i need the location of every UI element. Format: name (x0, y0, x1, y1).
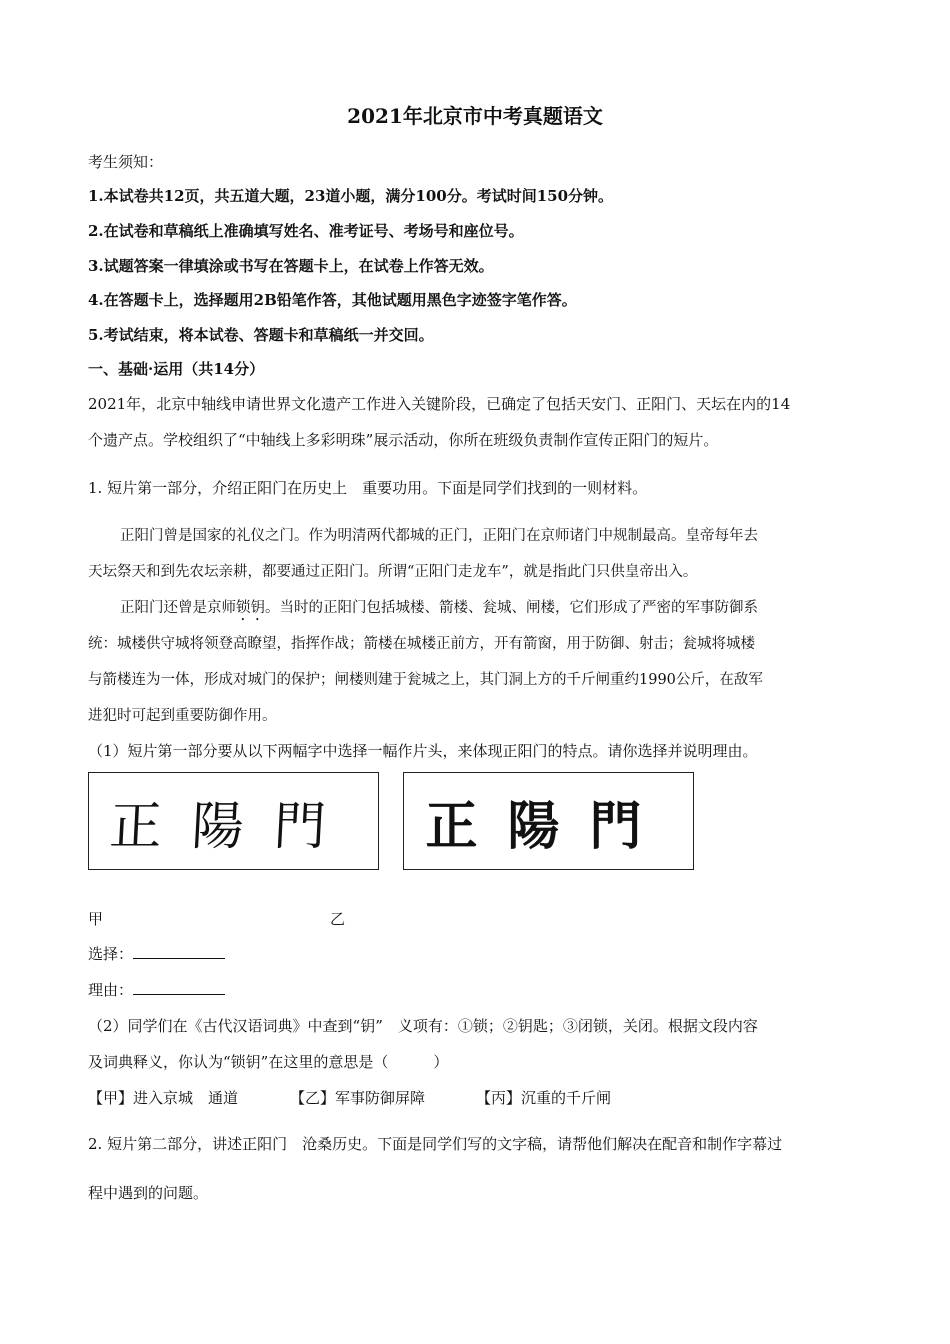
passage-line: 天坛祭天和到先农坛亲耕，都要通过正阳门。所谓“正阳门走龙车”，就是指此门只供皇帝出入。 (88, 564, 698, 580)
passage-line: 进犯时可起到重要防御作用。 (88, 708, 277, 724)
sub-question-2-prompt: （2）同学们在《古代汉语词典》中查到“钥” 义项有：①锁；②钥匙；③闭锁，关闭。根据文段内容 (88, 1017, 758, 1035)
question-2-stem: 程中遇到的问题。 (88, 1184, 209, 1202)
option-c: 【丙】沉重的千斤闸 (476, 1089, 612, 1107)
page-title: 2021年北京市中考真题语文 (347, 104, 603, 128)
passage-line-with-emphasis (120, 598, 758, 624)
choice-blank[interactable] (133, 944, 225, 959)
question-1-stem: 1. 短片第一部分，介绍正阳门在历史上 重要功用。下面是同学们找到的一则材料。 (88, 479, 648, 497)
sub-question-2-prompt: 及词典释义，你认为“锁钥”在这里的意思是（ ） (88, 1053, 449, 1071)
passage-line: 统：城楼供守城将领登高瞭望，指挥作战；箭楼在城楼正前方，开有箭窗，用于防御、射击；瓮城将城楼 (88, 636, 755, 652)
section-intro-line: 2021年，北京中轴线申请世界文化遗产工作进入关键阶段，已确定了包括天安门、正阳门、天坛在内的14 (88, 395, 791, 413)
reason-label: 理由： (88, 981, 134, 999)
passage-line: 正阳门曾是国家的礼仪之门。作为明清两代都城的正门，正阳门在京师诸门中规制最高。皇帝每年去 (120, 528, 758, 544)
option-b: 【乙】军事防御屏障 (290, 1089, 426, 1107)
notice-item: 1.本试卷共12页，共五道大题，23道小题，满分100分。考试时间150分钟。 (88, 187, 614, 205)
choice-field (88, 944, 225, 964)
calligraphy-text-b: 正陽門 (425, 795, 672, 857)
notice-item: 5.考试结束，将本试卷、答题卡和草稿纸一并交回。 (88, 326, 434, 344)
passage-text: 正阳门还曾是京师 (120, 600, 236, 616)
emphasized-word: 锁钥 (236, 600, 265, 616)
notice-heading: 考生须知： (88, 153, 164, 171)
option-a: 【甲】进入京城 通道 (88, 1089, 239, 1107)
label-b: 乙 (330, 910, 346, 928)
section-heading: 一、基础·运用（共14分） (88, 360, 265, 378)
choice-label: 选择： (88, 945, 134, 963)
notice-item: 3.试题答案一律填涂或书写在答题卡上，在试卷上作答无效。 (88, 257, 494, 275)
question-2-stem: 2. 短片第二部分，讲述正阳门 沧桑历史。下面是同学们写的文字稿，请帮他们解决在配音和制作字幕过 (88, 1135, 783, 1153)
passage-text: 。当时的正阳门包括城楼、箭楼、瓮城、闸楼，它们形成了严密的军事防御系 (265, 600, 758, 616)
calligraphy-option-a (88, 772, 379, 870)
reason-field (88, 980, 225, 1000)
calligraphy-option-b (403, 772, 694, 870)
sub-question-1-prompt: （1）短片第一部分要从以下两幅字中选择一幅作片头，来体现正阳门的特点。请你选择并说明理由。 (88, 742, 758, 760)
section-intro-line: 个遗产点。学校组织了“中轴线上多彩明珠”展示活动，你所在班级负责制作宣传正阳门的短片。 (88, 431, 719, 449)
passage-line: 与箭楼连为一体，形成对城门的保护；闸楼则建于瓮城之上，其门洞上方的千斤闸重约1990公斤，在敌军 (88, 672, 763, 688)
label-a: 甲 (88, 910, 104, 928)
reason-blank[interactable] (133, 980, 225, 995)
calligraphy-text-a: 正陽門 (108, 796, 358, 857)
notice-item: 2.在试卷和草稿纸上准确填写姓名、准考证号、考场号和座位号。 (88, 222, 524, 240)
notice-item: 4.在答题卡上，选择题用2B铅笔作答，其他试题用黑色字迹签字笔作答。 (88, 291, 577, 309)
